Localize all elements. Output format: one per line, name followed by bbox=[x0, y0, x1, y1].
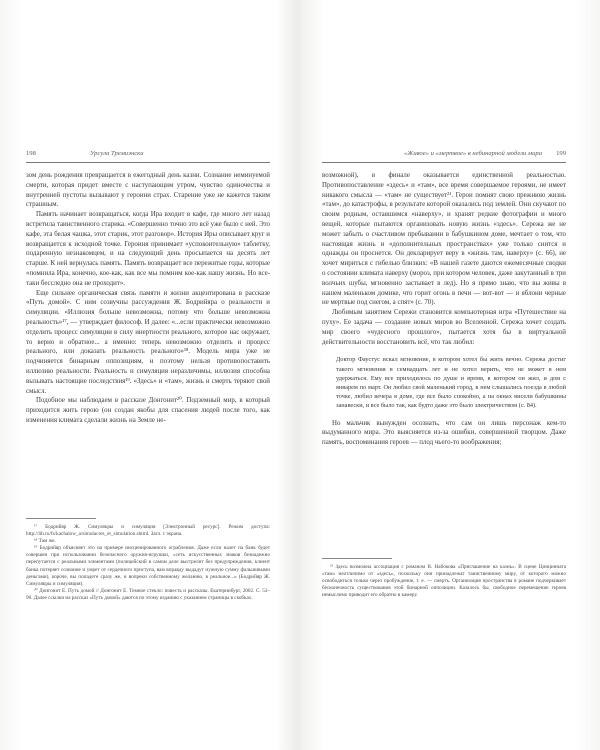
footnote: ²¹ Здесь возможна ассоциация с романом В. Набокова «Приглашение на казнь». В сцене Цинцинната «там» неотличимо от «здесь», поскольку они принадлежат таинственному миру, от которого можно освободиться только через пробуждение, т. е. — смерть. Организация пространства в романе подчеркивает бесконечность существования этой бинарной оппозиции. Казалось бы, свободное перемещение героев немыслимо приводит его обратно в камеру. bbox=[322, 564, 566, 599]
quote-text: Доктор Фаустус искал мгновение, в котором хотел бы жить вечно. Сережа достиг такого мгновения в семнадцать лет и не хотел верить, что не может в нем удержаться. Ему все приходилось по душе и время, в котором он жил, и дом с январем по март. Он любил свой маленький город, в нем слышались поезда в любой точке, любил вечера в доме, где все было спокойно, а на окнах висели бабушкины занавески, и все было так, как будто даже это было электричеством (с. 84). bbox=[336, 356, 566, 410]
right-page bbox=[322, 150, 566, 599]
paragraph: Но мальчик вынужден осознать, что сам он лишь персонаж кем-то выдуманного мира. Это выясняется из-за ошибки, совершенной творцом. Даже память, воспоминания героев — плод чьего-то воображения; bbox=[322, 419, 566, 447]
footnote: ²⁰ Донгонит Е. Путь домой // Донгонит Е. Темное стекло: повесть и рассказы. Екатеринбург, 2002. С. 53–90. Далее ссылки на рассказ «Путь домой» даются по этому изданию с указанием страницы в скобках. bbox=[26, 587, 270, 601]
left-running-header: Урсула Тремиэнски bbox=[90, 150, 144, 157]
footnote: ¹⁹ Бодрийяр объясняет это на примере инсценированного ограбления. Даже если налет на банк будет совершен при использовании безопасного оружия-игрушки, «сеть искусственных знаков безнадежно перепутается с реальными элементами (полицейский в самом деле выстрелит без предупреждения, клиент банка потеряет сознание и умрет от сердечного приступа, вам вправду выдадут нужную сумму фальшивыми деньгами), короче, вы попадете сразу же, и вопреки собственному желанию, в реальное...» (Бодрийяр Ж. Симулякры и симуляция). bbox=[26, 545, 270, 587]
paragraph: Любимым занятием Сережи становится компьютерная игра «Путешествие на пуху». Ее задача — создание новых миров во Вселенной. Сережа хочет создать мир своего «чудесного прошлого», пытается хотя бы в виртуальной действительности восстановить всё, что так любил: bbox=[322, 309, 566, 346]
right-running-header: «Живое» и «мертвое» в небинарной модели мира bbox=[404, 150, 542, 157]
left-page bbox=[26, 150, 270, 601]
left-footnotes bbox=[26, 518, 270, 602]
right-page-header bbox=[322, 150, 566, 163]
right-page-number: 199 bbox=[556, 150, 566, 157]
left-page-body bbox=[26, 171, 270, 426]
block-quote bbox=[336, 355, 566, 410]
left-page-header bbox=[26, 150, 270, 163]
paragraph: Еще сильнее органическая связь памяти и жизни акцентирована в рассказе «Путь домой». С ним созвучны рассуждения Ж. Бодрийяра о реальности и симуляции. «Иллюзия больше невозможна, потому что больше невозможна реальность»¹⁷, — утверждает философ. И далее: «...если практически невозможно отделить процесс симуляции в силу инертности реального, которое нас окружает, то верно и обратное... а именно: теперь невозможно отделить и процесс реального, или доказать реальность реального»¹⁸. Модель мира уже не подчиняется бинарным оппозициям, и поэтому нельзя противопоставить иллюзию реальности. Реальность и симуляция неразличимы, иллюзия способна вызывать настоящие последствия¹⁹. «Здесь» и «там», жизнь и смерть теряют свой смысл. bbox=[26, 289, 270, 395]
left-page-number: 198 bbox=[26, 150, 36, 157]
right-page-body bbox=[322, 171, 566, 448]
paragraph: Подобное мы наблюдаем в рассказе Донгонит²⁰. Подземный мир, в который приходится жить герою (он создан якобы для спасения людей после того, как изменения климата сделали жизнь на Земле не- bbox=[26, 397, 270, 424]
footnote: ¹⁷ Бодрийяр Ж. Симулякры и симуляция [Электронный ресурс]. Режим доступа: http://lib.ru/fs/kachalow_a/simulacres_et_simulation.shtml. Загл. с экрана. bbox=[26, 524, 270, 538]
footnote: ¹⁸ Там же. bbox=[34, 538, 56, 545]
paragraph: зом день рождения превращается в ежегодный день казни. Сознание неминуемой смерти, которая придет вместе с наступающим утром, чувство одиночества и внутренней пустоты вызывают у героини страх. Старение уже не кажется таким страшным. bbox=[26, 172, 270, 209]
footnote-rule bbox=[26, 518, 96, 519]
paragraph: возможной), в финале оказывается единственной реальностью. Противопоставление «здесь» и «там», все время совершаемое героями, не имеет никакого смысла — «там» не существует²¹. Герои помнят свою прежнюю жизнь «там», до катастрофы, в результате которой оказались под землей. Они скучают по своим родным, оставшимся «наверху», и хранят редкие фотографии и много вещей, которые пытаются организовать новую жизнь «здесь». Сережа же не может забыть о счастливом пребывании в бабушкином доме, мечтает о том, что настоящая жизнь и «дополнительных пространствах» уже только снится и однажды он проснется. Он декларирует веру в «жизнь там, наверху» (с. 66), не хочет мириться с гибелью близких: «В нашей газете даются ежемесячные сводки о состоянии климата наверху (мороз, при котором человек, даже закутанный в три волчьих шубы, мгновенно застывает в лед). Но я прямо знаю, что вы живы в нашем маленьком домике, что горит огонь в печи — вот-вот — и яблони черные не мертвые под снегом, а спят» (с. 70). bbox=[322, 172, 566, 307]
paragraph: Память начинает возвращаться, когда Ира входит в кафе, где много лет назад встретила таинственного старика. «Совершенно точно это всё уже было с ней. Это кафе, эта белая чашка, этот старик, этот разговор». История Иры описывает круг и возвращается к исходной точке. Героиня принимает «успокоительную» таблетку, подаренную незнакомцем, и на следующий день просыпается на десять лет старше. К ней вернулась память. Память возвращает все пережитые годы, которые «помнила Ира, конечно, кое-как, как все мы помним кое-как нашу жизнь. Но все-таки бесследно она не проходит». bbox=[26, 211, 270, 287]
footnote-rule bbox=[322, 558, 392, 559]
right-footnotes bbox=[322, 558, 566, 599]
